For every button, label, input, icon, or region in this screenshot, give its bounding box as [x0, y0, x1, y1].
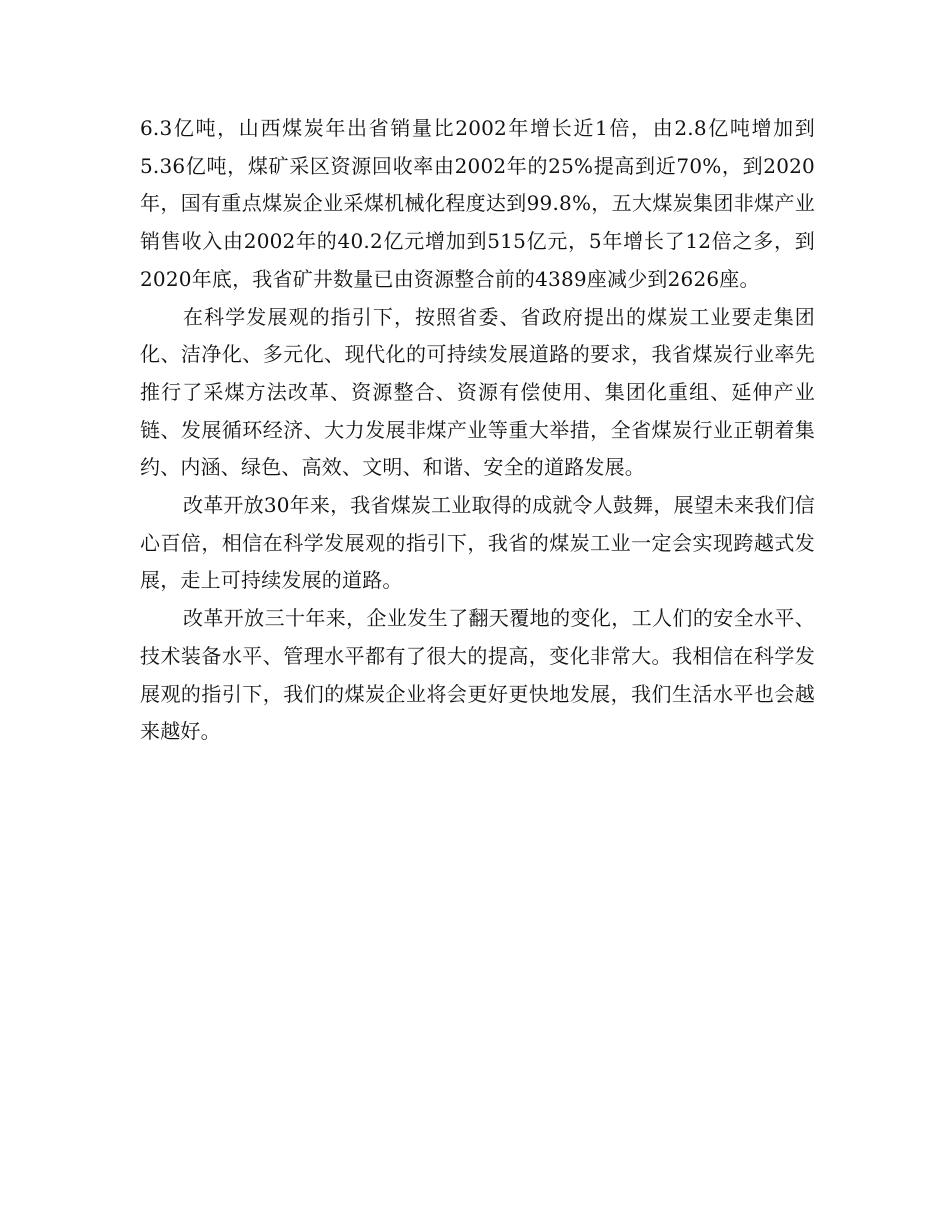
document-body [140, 110, 815, 751]
paragraph-reform-achievements: 改革开放30年来，我省煤炭工业取得的成就令人鼓舞，展望未来我们信心百倍，相信在科学发展观的指引下，我省的煤炭工业一定会实现跨越式发展，走上可持续发展的道路。 [140, 493, 815, 593]
paragraph-development-path: 在科学发展观的指引下，按照省委、省政府提出的煤炭工业要走集团化、洁净化、多元化、现代化的可持续发展道路的要求，我省煤炭行业率先推行了采煤方法改革、资源整合、资源有偿使用、集团化重组、延伸产业链、发展循环经济、大力发展非煤产业等重大举措，全省煤炭行业正朝着集约、内涵、绿色、高效、文明、和谐、安全的道路发展。 [140, 304, 815, 480]
paragraph-continued-statistics: 6.3亿吨，山西煤炭年出省销量比2002年增长近1倍，由2.8亿吨增加到5.36亿吨，煤矿采区资源回收率由2002年的25%提高到近70%，到2020年，国有重点煤炭企业采煤机械化程度达到99.8%，五大煤炭集团非煤产业销售收入由2002年的40.2亿元增加到515亿元，5年增长了12倍之多，到2020年底，我省矿井数量已由资源整合前的4389座减少到2626座。 [140, 116, 815, 291]
paragraph-enterprise-changes: 改革开放三十年来，企业发生了翻天覆地的变化，工人们的安全水平、技术装备水平、管理水平都有了很大的提高，变化非常大。我相信在科学发展观的指引下，我们的煤炭企业将会更好更快地发展，我们生活水平也会越来越好。 [140, 606, 815, 744]
